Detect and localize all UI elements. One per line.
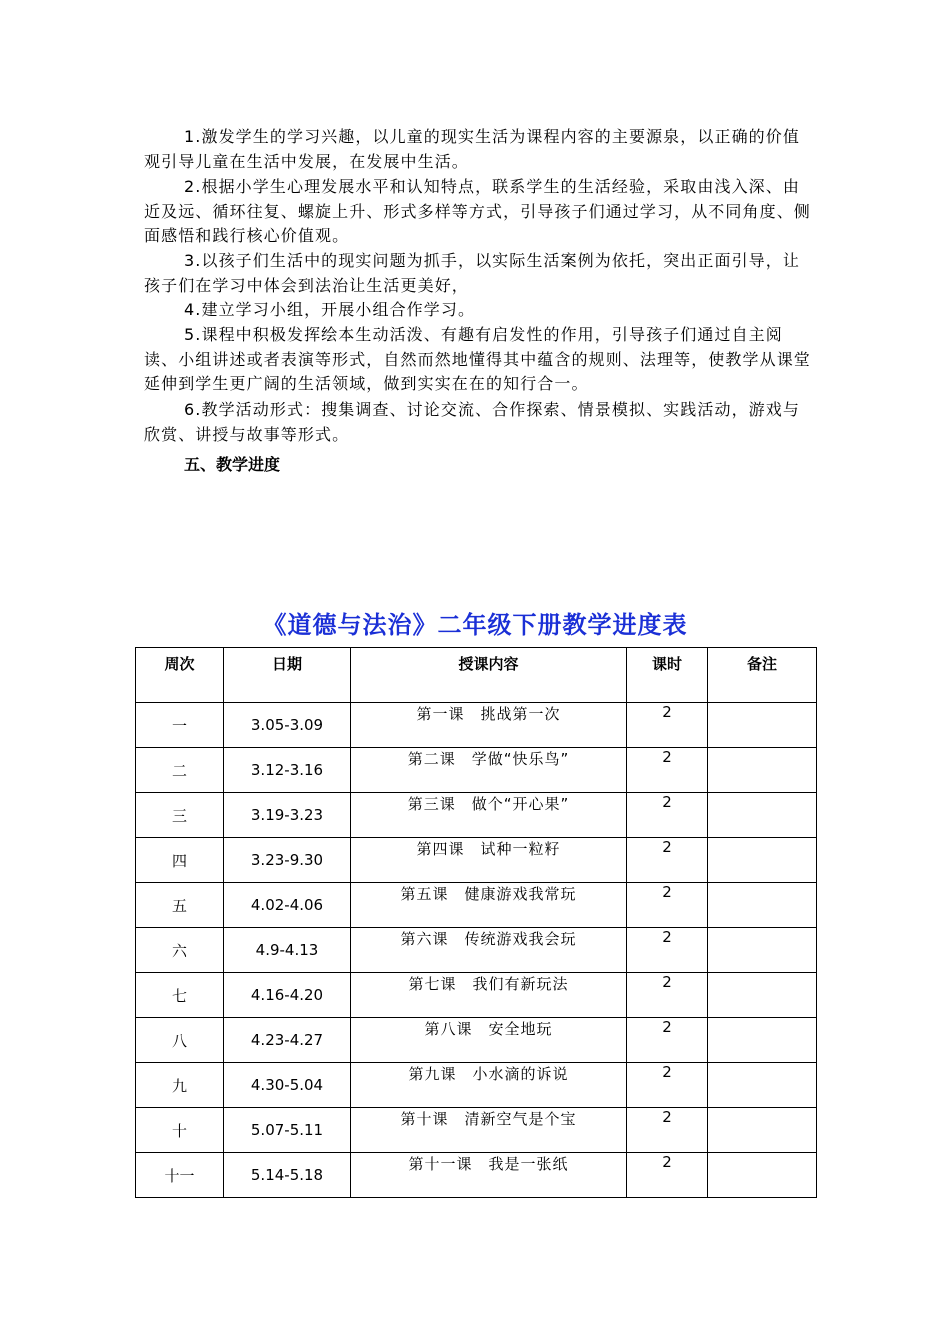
cell-date: 4.23-4.27 (224, 1018, 351, 1063)
schedule-table (135, 647, 817, 1198)
section-heading: 五、教学进度 (184, 455, 281, 474)
cell-date: 5.07-5.11 (224, 1108, 351, 1153)
cell-hours: 2 (627, 793, 708, 838)
table-row (136, 1153, 817, 1198)
table-row (136, 1018, 817, 1063)
paragraph-2: 2.根据小学生心理发展水平和认知特点，联系学生的生活经验，采取由浅入深、由近及远、循环往复、螺旋上升、形式多样等方式，引导孩子们通过学习，从不同角度、侧面感悟和践行核心价值观。 (144, 177, 811, 246)
cell-hours: 2 (627, 973, 708, 1018)
cell-hours: 2 (627, 1108, 708, 1153)
cell-week: 九 (136, 1063, 224, 1108)
cell-date: 4.16-4.20 (224, 973, 351, 1018)
table-row (136, 748, 817, 793)
cell-week: 三 (136, 793, 224, 838)
cell-hours: 2 (627, 1153, 708, 1198)
cell-date: 4.30-5.04 (224, 1063, 351, 1108)
header-date: 日期 (224, 648, 351, 703)
cell-content: 第十课 清新空气是个宝 (351, 1108, 627, 1153)
cell-hours: 2 (627, 838, 708, 883)
cell-note (708, 748, 817, 793)
header-note: 备注 (708, 648, 817, 703)
cell-date: 3.05-3.09 (224, 703, 351, 748)
paragraph-5: 5.课程中积极发挥绘本生动活泼、有趣有启发性的作用，引导孩子们通过自主阅读、小组讲述或者表演等形式，自然而然地懂得其中蕴含的规则、法理等，使教学从课堂延伸到学生更广阔的生活领域，做到实实在在的知行合一。 (144, 325, 811, 394)
cell-date: 3.19-3.23 (224, 793, 351, 838)
cell-note (708, 1108, 817, 1153)
cell-content: 第八课 安全地玩 (351, 1018, 627, 1063)
cell-date: 3.12-3.16 (224, 748, 351, 793)
paragraph-1: 1.激发学生的学习兴趣，以儿童的现实生活为课程内容的主要源泉，以正确的价值观引导儿童在生活中发展，在发展中生活。 (144, 127, 800, 171)
cell-note (708, 838, 817, 883)
cell-week: 八 (136, 1018, 224, 1063)
cell-week: 七 (136, 973, 224, 1018)
cell-hours: 2 (627, 1018, 708, 1063)
cell-hours: 2 (627, 883, 708, 928)
cell-week: 一 (136, 703, 224, 748)
cell-week: 十一 (136, 1153, 224, 1198)
table-row (136, 838, 817, 883)
cell-date: 5.14-5.18 (224, 1153, 351, 1198)
cell-week: 四 (136, 838, 224, 883)
table-row (136, 973, 817, 1018)
table-row (136, 1108, 817, 1153)
table-header-row (136, 648, 817, 703)
cell-content: 第六课 传统游戏我会玩 (351, 928, 627, 973)
cell-hours: 2 (627, 928, 708, 973)
paragraph-4: 4.建立学习小组，开展小组合作学习。 (184, 300, 476, 319)
paragraph-6: 6.教学活动形式：搜集调查、讨论交流、合作探索、情景模拟、实践活动，游戏与欣赏、讲授与故事等形式。 (144, 400, 800, 444)
cell-note (708, 1063, 817, 1108)
cell-note (708, 883, 817, 928)
schedule-title: 《道德与法治》二年级下册教学进度表 (262, 610, 688, 639)
cell-content: 第四课 试种一粒籽 (351, 838, 627, 883)
cell-note (708, 1018, 817, 1063)
cell-content: 第一课 挑战第一次 (351, 703, 627, 748)
table-row (136, 1063, 817, 1108)
cell-note (708, 928, 817, 973)
cell-content: 第五课 健康游戏我常玩 (351, 883, 627, 928)
header-content: 授课内容 (351, 648, 627, 703)
header-hours: 课时 (627, 648, 708, 703)
paragraph-3: 3.以孩子们生活中的现实问题为抓手，以实际生活案例为依托，突出正面引导，让孩子们在学习中体会到法治让生活更美好， (144, 251, 800, 295)
cell-content: 第三课 做个“开心果” (351, 793, 627, 838)
cell-note (708, 793, 817, 838)
cell-week: 二 (136, 748, 224, 793)
cell-note (708, 703, 817, 748)
cell-date: 4.02-4.06 (224, 883, 351, 928)
header-week: 周次 (136, 648, 224, 703)
cell-week: 六 (136, 928, 224, 973)
cell-hours: 2 (627, 1063, 708, 1108)
cell-hours: 2 (627, 748, 708, 793)
cell-note (708, 973, 817, 1018)
cell-note (708, 1153, 817, 1198)
table-row (136, 928, 817, 973)
table-row (136, 793, 817, 838)
cell-date: 3.23-9.30 (224, 838, 351, 883)
cell-week: 十 (136, 1108, 224, 1153)
cell-content: 第七课 我们有新玩法 (351, 973, 627, 1018)
cell-date: 4.9-4.13 (224, 928, 351, 973)
cell-content: 第九课 小水滴的诉说 (351, 1063, 627, 1108)
cell-content: 第二课 学做“快乐鸟” (351, 748, 627, 793)
cell-hours: 2 (627, 703, 708, 748)
table-row (136, 883, 817, 928)
cell-week: 五 (136, 883, 224, 928)
table-row (136, 703, 817, 748)
cell-content: 第十一课 我是一张纸 (351, 1153, 627, 1198)
